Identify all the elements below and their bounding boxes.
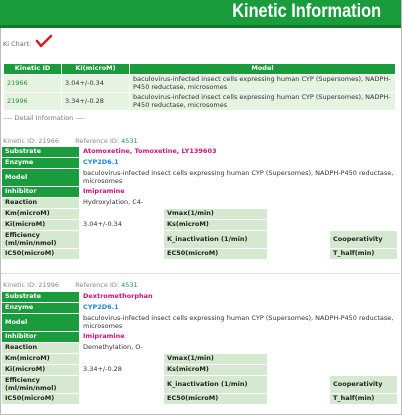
t-half-label: T_half(min)	[330, 394, 398, 405]
ic50-value	[80, 249, 164, 260]
column-header: Model	[130, 64, 396, 75]
ic50-label: IC50(microM)	[2, 394, 80, 405]
record-header	[3, 281, 138, 289]
ks-label: Ks(microM)	[164, 220, 268, 231]
detail-info-heading: ---- Detail Information ----	[3, 114, 85, 122]
km-label: Km(microM)	[2, 354, 80, 365]
kinetic-id-value: 21966	[38, 137, 60, 145]
enzyme-label: Enzyme	[2, 303, 80, 314]
kinetic-id-value: 21996	[38, 281, 60, 289]
ki-value: 3.04+/-0.34	[80, 220, 164, 231]
k-inactivation-label: K_inactivation (1/min)	[164, 376, 268, 394]
ec50-value	[268, 394, 330, 405]
efficiency-label: Efficiency (ml/min/nmol)	[2, 231, 80, 249]
ec50-value	[268, 249, 330, 260]
k-inactivation-label: K_inactivation (1/min)	[164, 231, 268, 249]
k-inactivation-value	[268, 376, 330, 394]
inhibitor-label: Inhibitor	[2, 332, 80, 343]
ic50-value	[80, 394, 164, 405]
reference-id-label: Reference ID:	[75, 281, 120, 289]
cooperativity-label: Cooperativity	[330, 376, 398, 394]
ks-value	[268, 220, 330, 231]
t-half-label: T_half(min)	[330, 249, 398, 260]
k-inactivation-value	[268, 231, 330, 249]
vmax-value	[268, 209, 330, 220]
reaction-label: Reaction	[2, 343, 80, 354]
kinetic-id-link[interactable]: 21966	[7, 78, 28, 87]
kinetic-id-label: Kinetic ID:	[3, 137, 37, 145]
enzyme-value[interactable]: CYP2D6.1	[83, 158, 119, 167]
substrate-label: Substrate	[2, 292, 80, 303]
table-row	[4, 75, 396, 93]
reaction-label: Reaction	[2, 198, 80, 209]
model-value: baculovirus-infected insect cells expressing human CYP (Supersomes), NADPH-P450 reductase, microsomes	[80, 169, 398, 187]
efficiency-value	[80, 231, 164, 249]
ki-chart-label: Ki Chart:	[3, 40, 32, 48]
detail-table	[1, 146, 398, 260]
reaction-value: Demethylation, O-	[80, 343, 398, 354]
section-divider	[1, 273, 399, 274]
kinetic-id-label: Kinetic ID:	[3, 281, 37, 289]
vmax-label: Vmax(1/min)	[164, 209, 268, 220]
model-value: baculovirus-infected insect cells expressing human CYP (Supersomes), NADPH-P450 reductase, microsomes	[130, 93, 396, 111]
table-row	[4, 93, 396, 111]
ec50-label: EC50(microM)	[164, 249, 268, 260]
inhibitor-label: Inhibitor	[2, 187, 80, 198]
vmax-label: Vmax(1/min)	[164, 354, 268, 365]
ks-label: Ks(microM)	[164, 365, 268, 376]
ki-value: 3.34+/-0.28	[80, 365, 164, 376]
reference-id-label: Reference ID:	[75, 137, 120, 145]
table-header-row	[4, 64, 396, 75]
substrate-value[interactable]: Atomoxetine, Tomoxetine, LY139603	[83, 147, 217, 156]
km-label: Km(microM)	[2, 209, 80, 220]
model-value: baculovirus-infected insect cells expressing human CYP (Supersomes), NADPH-P450 reductase, microsomes	[130, 75, 396, 93]
page-title: Kinetic Information	[232, 1, 381, 22]
ki-label: Ki(microM)	[2, 365, 80, 376]
reference-id-link[interactable]: 4531	[121, 137, 138, 145]
model-label: Model	[2, 314, 80, 332]
efficiency-value	[80, 376, 164, 394]
column-header: Ki(microM)	[62, 64, 130, 75]
record-header	[3, 137, 138, 145]
ki-value: 3.04+/-0.34	[62, 75, 130, 93]
km-value	[80, 209, 164, 220]
detail-table	[1, 291, 398, 405]
ki-value: 3.34+/-0.28	[62, 93, 130, 111]
inhibitor-value[interactable]: Imipramine	[83, 332, 125, 341]
inhibitor-value[interactable]: Imipramine	[83, 187, 125, 196]
reaction-value: Hydroxylation, C4-	[80, 198, 398, 209]
header-banner	[0, 0, 401, 28]
checkmark-icon[interactable]	[35, 34, 53, 48]
kinetic-summary-table	[3, 63, 396, 111]
efficiency-label: Efficiency (ml/min/nmol)	[2, 376, 80, 394]
reference-id-link[interactable]: 4531	[121, 281, 138, 289]
vmax-value	[268, 354, 330, 365]
ic50-label: IC50(microM)	[2, 249, 80, 260]
substrate-label: Substrate	[2, 147, 80, 158]
kinetic-id-link[interactable]: 21996	[7, 96, 28, 105]
cooperativity-label: Cooperativity	[330, 231, 398, 249]
enzyme-label: Enzyme	[2, 158, 80, 169]
model-label: Model	[2, 169, 80, 187]
model-value: baculovirus-infected insect cells expressing human CYP (Supersomes), NADPH-P450 reductase, microsomes	[80, 314, 398, 332]
ec50-label: EC50(microM)	[164, 394, 268, 405]
column-header: Kinetic ID	[4, 64, 62, 75]
km-value	[80, 354, 164, 365]
enzyme-value[interactable]: CYP2D6.1	[83, 303, 119, 312]
substrate-value[interactable]: Dextromethorphan	[83, 292, 153, 301]
ks-value	[268, 365, 330, 376]
ki-label: Ki(microM)	[2, 220, 80, 231]
